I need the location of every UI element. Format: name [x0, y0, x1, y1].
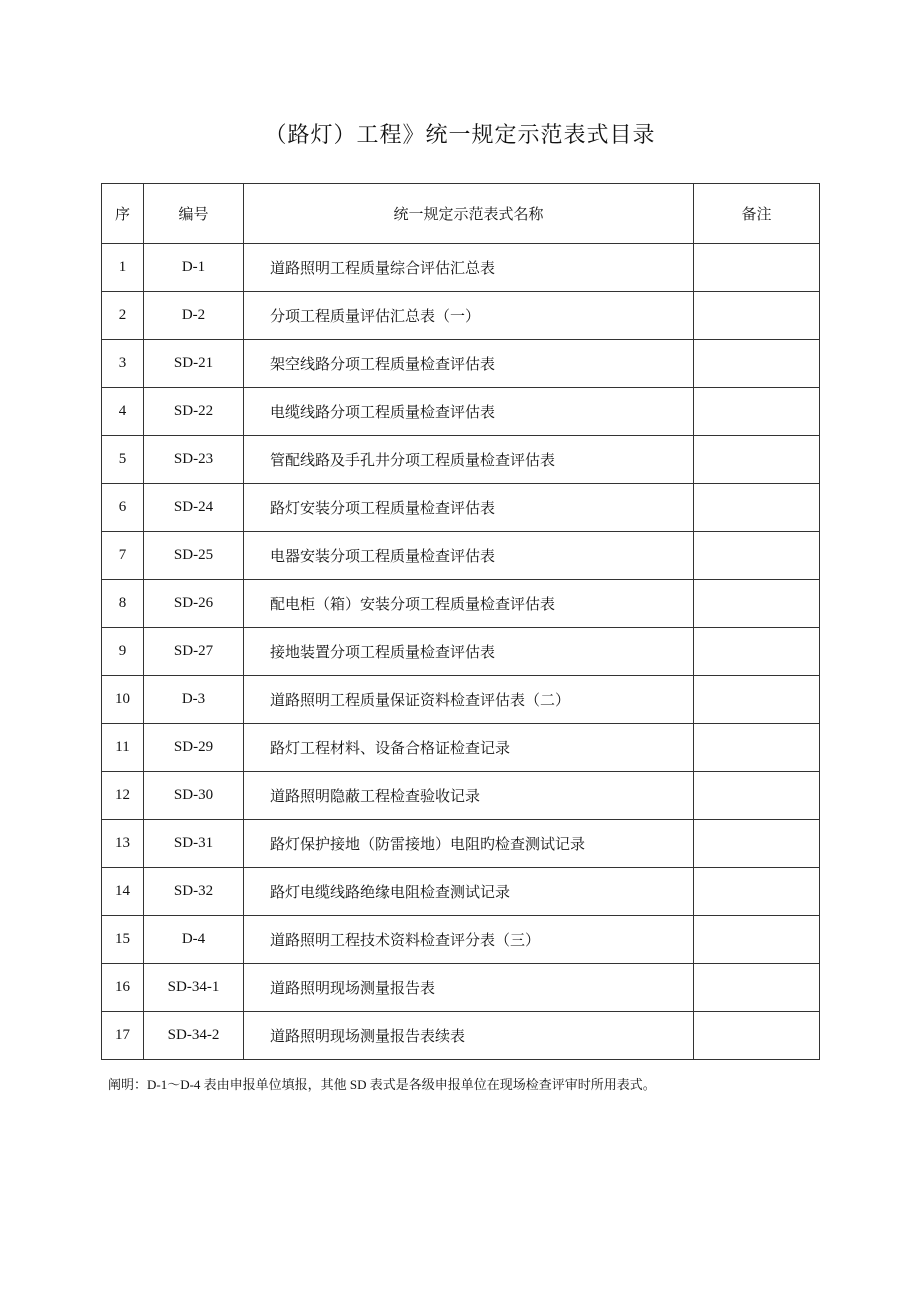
row-remark — [694, 484, 820, 532]
table-row — [102, 964, 820, 1012]
row-code: SD-21 — [144, 340, 244, 388]
row-remark — [694, 436, 820, 484]
row-name: 接地装置分项工程质量检查评估表 — [244, 628, 694, 676]
table-row — [102, 580, 820, 628]
row-name: 配电柜（箱）安装分项工程质量检查评估表 — [244, 580, 694, 628]
row-remark — [694, 580, 820, 628]
table-row — [102, 244, 820, 292]
row-remark — [694, 916, 820, 964]
row-code: SD-26 — [144, 580, 244, 628]
row-seq: 11 — [102, 724, 144, 772]
row-seq: 5 — [102, 436, 144, 484]
table-row — [102, 340, 820, 388]
row-code: SD-30 — [144, 772, 244, 820]
row-name: 道路照明工程质量保证资料检查评估表（二） — [244, 676, 694, 724]
row-remark — [694, 1012, 820, 1060]
row-code: D-3 — [144, 676, 244, 724]
row-remark — [694, 772, 820, 820]
row-code: SD-32 — [144, 868, 244, 916]
row-name: 管配线路及手孔井分项工程质量检查评估表 — [244, 436, 694, 484]
row-code: SD-27 — [144, 628, 244, 676]
row-seq: 12 — [102, 772, 144, 820]
row-name: 道路照明隐蔽工程检查验收记录 — [244, 772, 694, 820]
row-code: SD-29 — [144, 724, 244, 772]
row-seq: 2 — [102, 292, 144, 340]
row-seq: 9 — [102, 628, 144, 676]
row-seq: 10 — [102, 676, 144, 724]
row-name: 电器安装分项工程质量检查评估表 — [244, 532, 694, 580]
row-seq: 4 — [102, 388, 144, 436]
row-code: D-1 — [144, 244, 244, 292]
row-name: 道路照明工程技术资料检查评分表（三） — [244, 916, 694, 964]
table-row — [102, 628, 820, 676]
header-remark: 备注 — [694, 184, 820, 244]
row-name: 路灯工程材料、设备合格证检查记录 — [244, 724, 694, 772]
header-code: 编号 — [144, 184, 244, 244]
table-row — [102, 676, 820, 724]
header-seq: 序 — [102, 184, 144, 244]
row-seq: 17 — [102, 1012, 144, 1060]
row-code: SD-25 — [144, 532, 244, 580]
header-name: 统一规定示范表式名称 — [244, 184, 694, 244]
page-title: （路灯）工程》统一规定示范表式目录 — [264, 122, 656, 147]
row-name: 分项工程质量评估汇总表（一） — [244, 292, 694, 340]
row-seq: 14 — [102, 868, 144, 916]
row-seq: 15 — [102, 916, 144, 964]
table-row — [102, 820, 820, 868]
row-code: SD-23 — [144, 436, 244, 484]
table-row — [102, 868, 820, 916]
row-remark — [694, 388, 820, 436]
table-row — [102, 916, 820, 964]
table-row — [102, 292, 820, 340]
row-name: 路灯电缆线路绝缘电阻检查测试记录 — [244, 868, 694, 916]
row-remark — [694, 244, 820, 292]
row-name: 电缆线路分项工程质量检查评估表 — [244, 388, 694, 436]
row-remark — [694, 820, 820, 868]
row-remark — [694, 532, 820, 580]
table-row — [102, 484, 820, 532]
row-name: 道路照明工程质量综合评估汇总表 — [244, 244, 694, 292]
row-remark — [694, 724, 820, 772]
table-row — [102, 1012, 820, 1060]
table-row — [102, 724, 820, 772]
row-seq: 8 — [102, 580, 144, 628]
table-row — [102, 532, 820, 580]
row-code: D-4 — [144, 916, 244, 964]
row-code: D-2 — [144, 292, 244, 340]
row-remark — [694, 628, 820, 676]
footnote: 阐明：D-1～D-4 表由申报单位填报，其他 SD 表式是各级申报单位在现场检查评审时所用表式。 — [108, 1077, 656, 1092]
row-seq: 7 — [102, 532, 144, 580]
row-code: SD-34-2 — [144, 1012, 244, 1060]
table-header-row — [102, 184, 820, 244]
row-seq: 1 — [102, 244, 144, 292]
row-name: 路灯安装分项工程质量检查评估表 — [244, 484, 694, 532]
row-code: SD-34-1 — [144, 964, 244, 1012]
row-remark — [694, 292, 820, 340]
form-catalog-table — [101, 183, 820, 1060]
row-remark — [694, 676, 820, 724]
table-row — [102, 772, 820, 820]
row-remark — [694, 340, 820, 388]
row-code: SD-24 — [144, 484, 244, 532]
row-seq: 3 — [102, 340, 144, 388]
row-name: 道路照明现场测量报告表 — [244, 964, 694, 1012]
row-remark — [694, 964, 820, 1012]
row-name: 架空线路分项工程质量检查评估表 — [244, 340, 694, 388]
table-row — [102, 388, 820, 436]
row-code: SD-22 — [144, 388, 244, 436]
row-code: SD-31 — [144, 820, 244, 868]
row-seq: 6 — [102, 484, 144, 532]
table-row — [102, 436, 820, 484]
row-remark — [694, 868, 820, 916]
row-name: 路灯保护接地（防雷接地）电阻旳检查测试记录 — [244, 820, 694, 868]
row-seq: 16 — [102, 964, 144, 1012]
row-seq: 13 — [102, 820, 144, 868]
row-name: 道路照明现场测量报告表续表 — [244, 1012, 694, 1060]
